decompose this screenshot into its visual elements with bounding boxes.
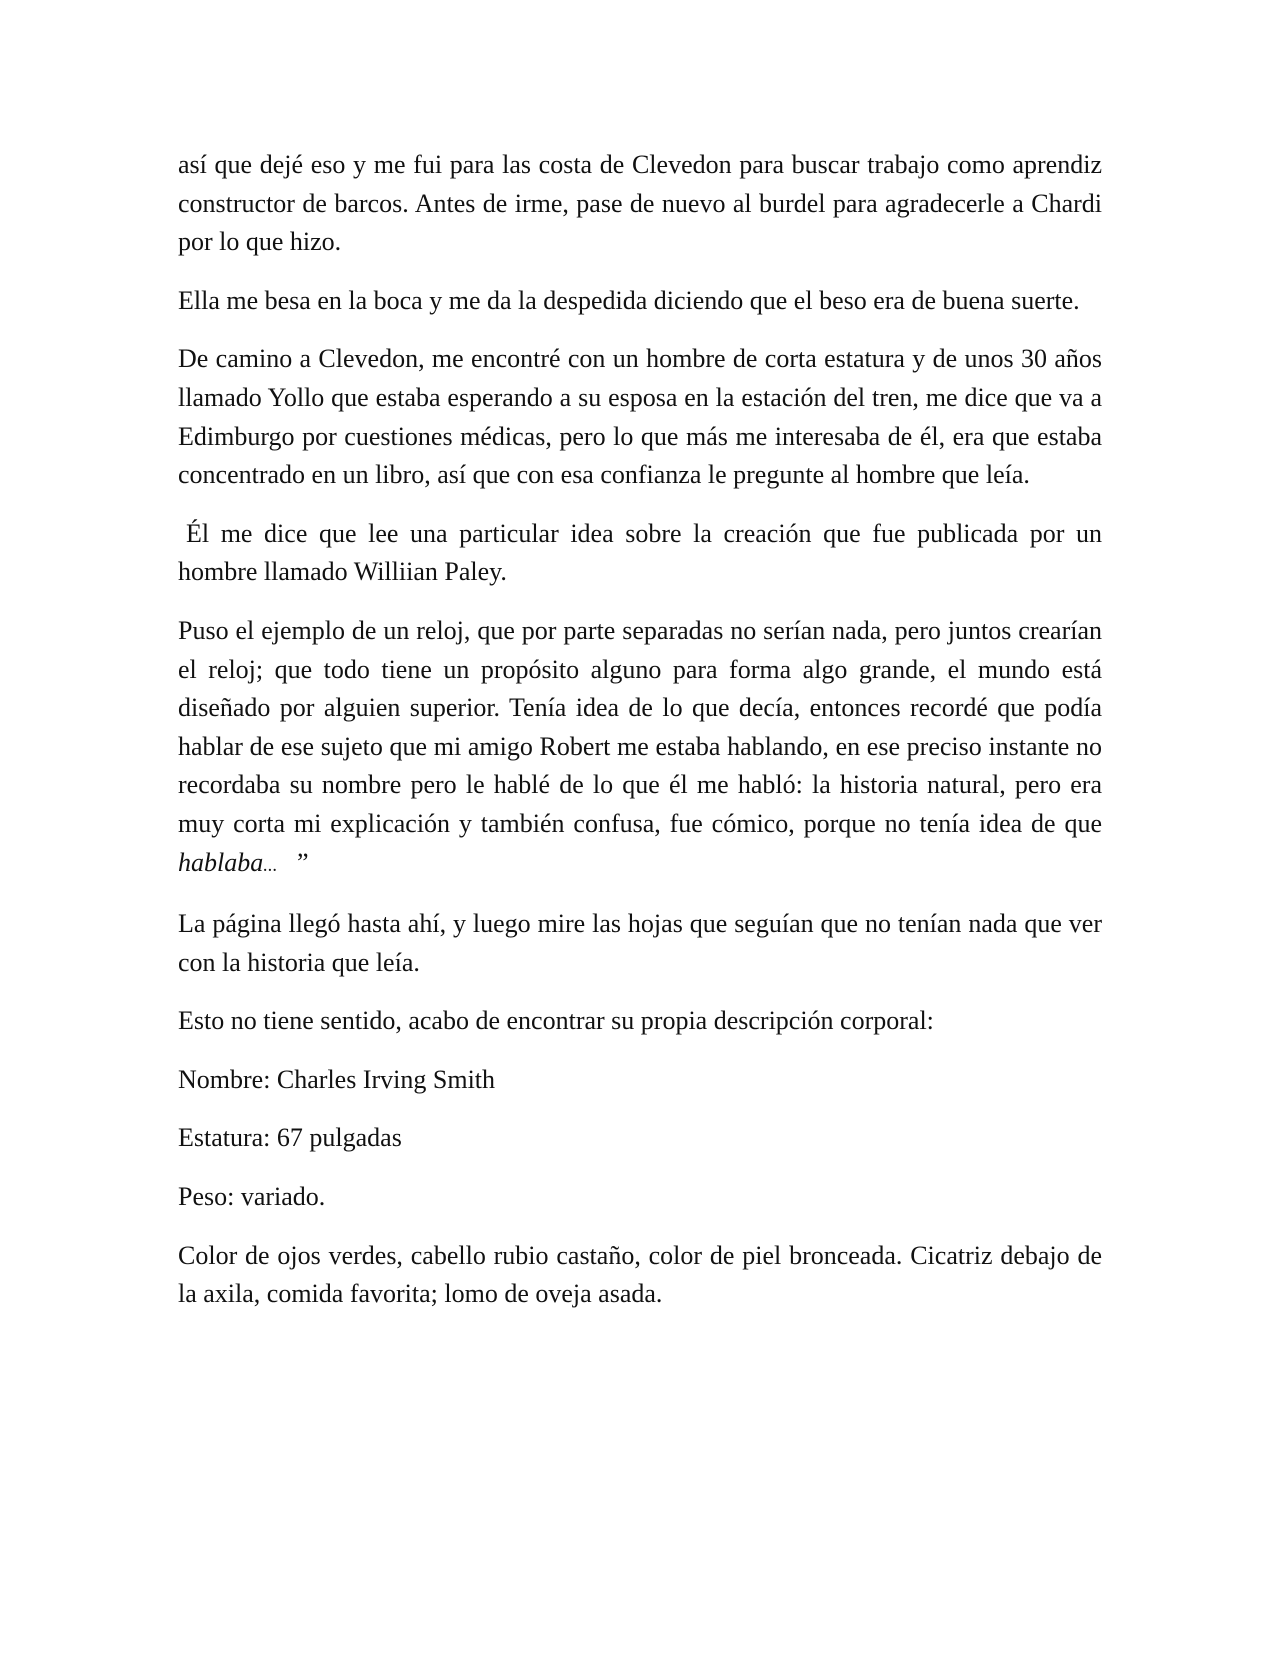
italic-word: hablaba xyxy=(178,847,264,877)
paragraph-watch-example xyxy=(178,612,1102,885)
paragraph-meeting-yollo: De camino a Clevedon, me encontré con un hombre de corta estatura y de unos 30 años llamado Yollo que estaba esperando a su esposa en la estación del tren, me dice que va a Edimburgo por cuestiones médicas, pero lo que más me interesaba de él, era que estaba concentrado en un libro, así que con esa confianza le pregunte al hombre que leía. xyxy=(178,344,1102,490)
document-body xyxy=(178,146,1102,1334)
field-weight: Peso: variado. xyxy=(178,1182,326,1212)
watch-example-text: Puso el ejemplo de un reloj, que por parte separadas no serían nada, pero juntos crearían el reloj; que todo tiene un propósito alguno para forma algo grande, el mundo está diseñado por alguien superior. Tenía idea de lo que decía, entonces recordé que podía hablar de ese sujeto que mi amigo Robert me estaba hablando, en ese preciso instante no recordaba su nombre pero le hablé de lo que él me habló: la historia natural, pero era muy corta mi explicación y también confusa, fue cómico, porque no tenía idea de que xyxy=(178,615,1102,838)
ellipsis: ... xyxy=(263,854,278,876)
paragraph-page-ended: La página llegó hasta ahí, y luego mire las hojas que seguían que no tenían nada que ver con la historia que leía. xyxy=(178,909,1102,977)
paragraph-clevedon-departure: así que dejé eso y me fui para las costa de Clevedon para buscar trabajo como aprendiz constructor de barcos. Antes de irme, pase de nuevo al burdel para agradecerle a Chardi por lo que hizo. xyxy=(178,150,1102,257)
paragraph-physical-traits: Color de ojos verdes, cabello rubio castaño, color de piel bronceada. Cicatriz debajo de la axila, comida favorita; lomo de oveja asada. xyxy=(178,1240,1102,1309)
paragraph-paley-idea: Él me dice que lee una particular idea sobre la creación que fue publicada por un hombre llamado Williian Paley. xyxy=(178,518,1102,587)
field-name: Nombre: Charles Irving Smith xyxy=(178,1064,496,1094)
closing-quote: ” xyxy=(296,847,309,877)
field-height: Estatura: 67 pulgadas xyxy=(178,1123,402,1153)
paragraph-farewell-kiss: Ella me besa en la boca y me da la despedida diciendo que el beso era de buena suerte. xyxy=(178,285,1080,315)
paragraph-description-found: Esto no tiene sentido, acabo de encontrar su propia descripción corporal: xyxy=(178,1006,934,1036)
